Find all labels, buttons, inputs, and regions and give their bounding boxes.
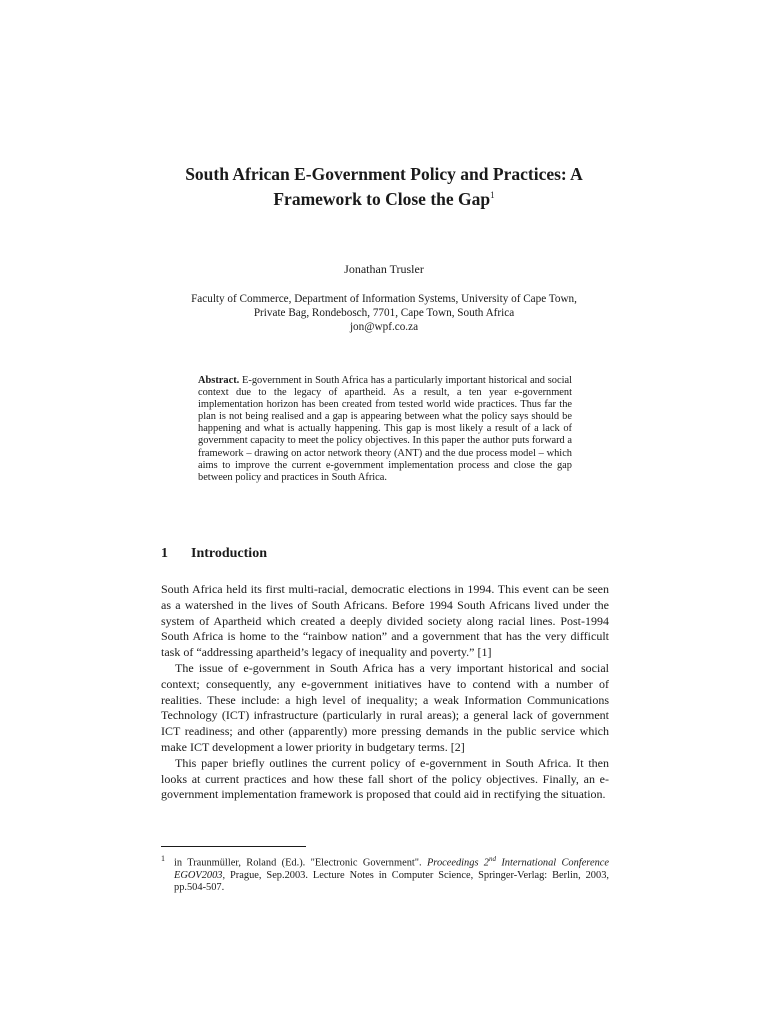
footnote xyxy=(161,853,609,895)
paragraph-1: South Africa held its first multi-racial, democratic elections in 1994. This event can be seen as a watershed in the lives of South Africans. Before 1994 South Africans lived under the system of Apartheid which created a deeply divided society along racial lines. Post-1994 South Africa is home to the “rainbow nation” and a government that has the very difficult task of “addressing apartheid’s legacy of inequality and poverty.” [1] xyxy=(161,582,609,660)
author-name: Jonathan Trusler xyxy=(344,262,424,276)
paragraph-3: This paper briefly outlines the current policy of e-government in South Africa. It then looks at current practices and how these fall short of the policy objectives. Finally, an e-government implementation framework is proposed that could aid in rectifying the situation. xyxy=(161,755,609,802)
title-line-2 xyxy=(150,187,618,212)
footnote-italic-sup: nd xyxy=(489,855,497,863)
footnote-body xyxy=(174,853,609,895)
author-email: jon@wpf.co.za xyxy=(349,321,419,334)
section-heading xyxy=(161,546,267,562)
affiliation-line-1: Faculty of Commerce, Department of Information Systems, University of Cape Town, xyxy=(191,293,577,305)
footnote-italic-1: Proceedings 2 xyxy=(426,857,490,869)
affiliation-line-2: Private Bag, Rondebosch, 7701, Cape Town, South Africa xyxy=(253,307,515,320)
footnote-divider xyxy=(161,846,306,847)
title-line-1: South African E-Government Policy and Practices: A xyxy=(185,164,583,184)
abstract-label: Abstract. xyxy=(198,375,240,386)
title-line-2-text: Framework to Close the Gap xyxy=(273,189,491,209)
footnote-mark: 1 xyxy=(161,854,165,863)
body-text xyxy=(161,582,609,803)
footnote-italic-2: International Conference EGOV2003 xyxy=(174,857,609,881)
section-number: 1 xyxy=(161,546,168,561)
abstract xyxy=(198,375,572,484)
footnote-suffix: , Prague, Sep.2003. Lecture Notes in Computer Science, Springer-Verlag: Berlin, 2003, pp.504-507. xyxy=(174,869,609,894)
affiliation xyxy=(150,292,618,335)
abstract-text: E-government in South Africa has a particularly important historical and social context due to the legacy of apartheid. As a result, a ten year e-government implementation horizon has been created from tested world wide practices. Thus far the plan is not being realised and a gap is appearing between what the policy says should be happening and what is actually happening. This gap is most likely a result of a lack of government capacity to meet the policy objectives. In this paper the author puts forward a framework – drawing on actor network theory (ANT) and the due process model – which aims to improve the current e-government implementation process and close the gap between policy and practices in South Africa. xyxy=(198,375,572,483)
paragraph-2: The issue of e-government in South Africa has a very important historical and social context; consequently, any e-government initiatives have to contend with a number of realities. These include: a high level of inequality; a weak Information Communications Technology (ICT) infrastructure (particularly in rural areas); a general lack of government ICT readiness; and other (apparently) more pressing demands in the public service which make ICT development a lower priority in budgetary terms. [2] xyxy=(161,660,609,754)
section-title: Introduction xyxy=(191,546,267,561)
footnote-prefix: in Traunmüller, Roland (Ed.). "Electronic Government". xyxy=(174,857,427,869)
title-footnote-mark: 1 xyxy=(490,190,495,201)
paper-title xyxy=(150,162,618,212)
